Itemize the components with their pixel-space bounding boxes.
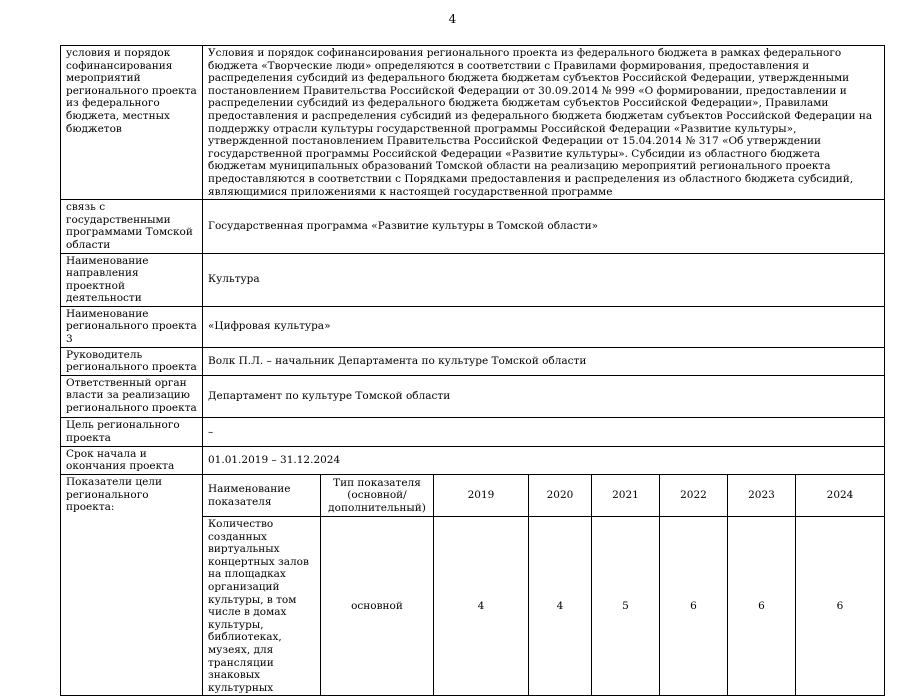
row-value-manager: Волк П.Л. – начальник Департамента по культуре Томской области (203, 347, 885, 375)
year-header-2024: 2024 (796, 475, 885, 517)
year-header-2021: 2021 (592, 475, 660, 517)
row-label-manager: Руководитель регионального проекта (61, 347, 203, 375)
row-value-direction: Культура (203, 253, 885, 306)
indicator-value-2020: 4 (529, 517, 592, 696)
table-row (61, 46, 885, 200)
row-label-programs: связь с государственными программами Томской области (61, 200, 203, 253)
indicator-type-header: Тип показателя (основной/ дополнительный) (321, 475, 434, 517)
passport-table (60, 45, 885, 696)
table-row (61, 347, 885, 375)
year-header-2019: 2019 (434, 475, 529, 517)
indicator-value-2024: 6 (796, 517, 885, 696)
row-value-term: 01.01.2019 – 31.12.2024 (203, 446, 885, 474)
indicator-value-2019: 4 (434, 517, 529, 696)
indicators-label: Показатели цели регионального проекта: (61, 475, 203, 696)
table-row (61, 306, 885, 347)
row-label-authority: Ответственный орган власти за реализацию регионального проекта (61, 375, 203, 417)
year-header-2022: 2022 (660, 475, 728, 517)
passport-table-container (60, 45, 884, 696)
indicator-value-2023: 6 (728, 517, 796, 696)
row-value-project-name: «Цифровая культура» (203, 306, 885, 347)
indicator-type: основной (321, 517, 434, 696)
year-header-2020: 2020 (529, 475, 592, 517)
indicator-value-2022: 6 (660, 517, 728, 696)
row-label-goal: Цель регионального проекта (61, 417, 203, 446)
row-label-term: Срок начала и окончания проекта (61, 446, 203, 474)
year-header-2023: 2023 (728, 475, 796, 517)
indicator-name-header: Наименование показателя (203, 475, 321, 517)
row-label-direction: Наименование направления проектной деятельности (61, 253, 203, 306)
table-row (61, 375, 885, 417)
page-number: 4 (448, 12, 457, 26)
table-row (61, 253, 885, 306)
indicator-value-2021: 5 (592, 517, 660, 696)
row-label-cofinancing: условия и порядок софинансирования мероприятий регионального проекта из федерального бюджета, местных бюджетов (61, 46, 203, 200)
row-value-authority: Департамент по культуре Томской области (203, 375, 885, 417)
table-row (61, 417, 885, 446)
indicator-name: Количество созданных виртуальных концертных залов на площадках организаций культуры, в том числе в домах культуры, библиотеках, музеях, для трансляции знаковых культурных (203, 517, 321, 696)
row-label-project-name: Наименование регионального проекта 3 (61, 306, 203, 347)
row-value-goal: – (203, 417, 885, 446)
indicators-header-row (61, 475, 885, 517)
row-value-programs: Государственная программа «Развитие культуры в Томской области» (203, 200, 885, 253)
table-row (61, 200, 885, 253)
row-value-cofinancing: Условия и порядок софинансирования регионального проекта из федерального бюджета в рамках федерального бюджета «Творческие люди» определяются в соответствии с Правилами формирования, предоставления и распределения субсидий из федерального бюджета бюджетам субъектов Российской Федерации, утвержденными постановлением Правительства Российской Федерации от 30.09.2014 № 999 «О формировании, предоставлении и распределении субсидий из федерального бюджета бюджетам субъектов Российской Федерации», Правилами предоставления и распределения субсидий из федерального бюджета бюджетам субъектов Российской Федерации на поддержку отрасли культуры государственной программы Российской Федерации «Развитие культуры», утвержденной постановлением Правительства Российской Федерации от 15.04.2014 № 317 «Об утверждении государственной программы Российской Федерации «Развитие культуры». Субсидии из областного бюджета бюджетам муниципальных образований Томской области на реализацию мероприятий регионального проекта предоставляются в соответствии с Порядками предоставления и распределения из областного бюджета субсидий, являющимися приложениями к настоящей государственной программе (203, 46, 885, 200)
table-row (61, 446, 885, 474)
